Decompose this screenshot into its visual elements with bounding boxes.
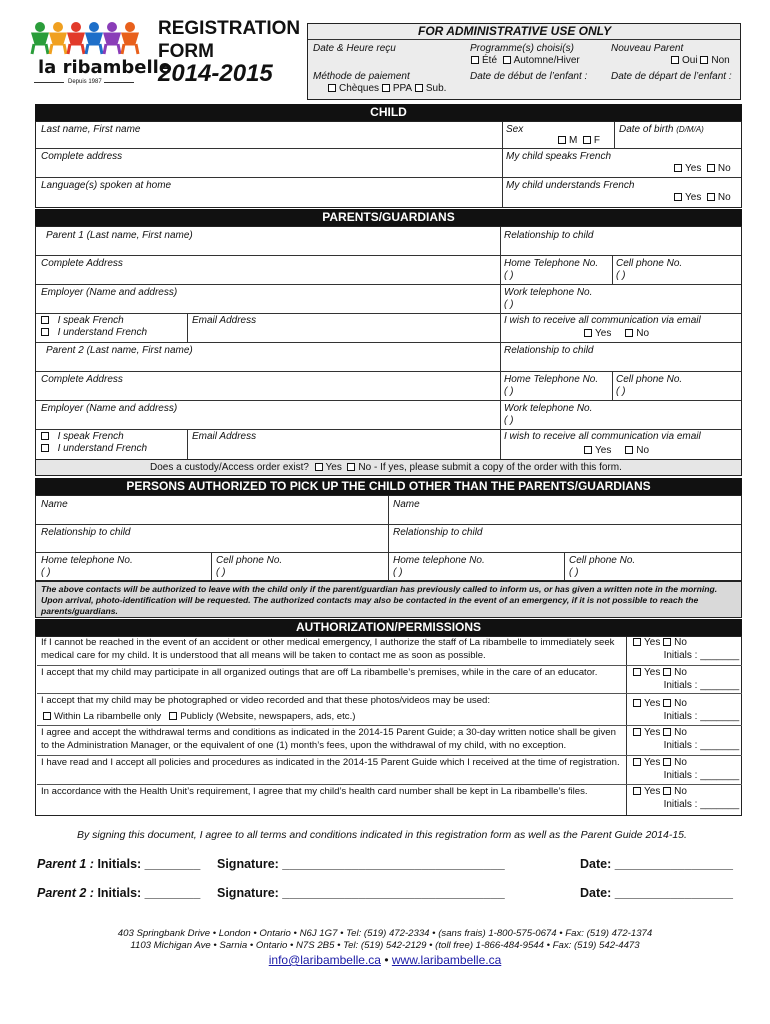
medical-no-checkbox[interactable]: [663, 638, 671, 646]
photos-initials-field[interactable]: Initials : _______: [663, 710, 740, 722]
understands-yes-checkbox[interactable]: [674, 193, 682, 201]
dob-field[interactable]: Date of birth (D/M/A): [619, 124, 704, 135]
auth-item-outings: I accept that my child may participate in all organized outings that are off La ribambelle’s premises, while in the care of an educator. Yes No Initials : _______: [37, 666, 742, 694]
parent1-date-field[interactable]: Date: _________________: [580, 857, 733, 871]
form-title: REGISTRATION: [158, 18, 301, 39]
auth-item-policies: I have read and I accept all policies and procedures as indicated in the 2014-15 Parent Guide which I received at the time of registration. Yes No Initials : _______: [37, 756, 742, 785]
pickup1-relationship-field[interactable]: Relationship to child: [41, 527, 131, 538]
signing-statement: By signing this document, I agree to all terms and conditions indicated in this registration form as well as the Parent Guide 2014-15.: [77, 829, 687, 841]
healthcard-yes-checkbox[interactable]: [633, 787, 641, 795]
p1-email-no-checkbox[interactable]: [625, 329, 633, 337]
photos-publicly-checkbox[interactable]: [169, 712, 177, 720]
parent1-signature-field[interactable]: Signature: ________________________________: [217, 857, 505, 871]
website-link[interactable]: www.laribambelle.ca: [391, 953, 502, 967]
pickup1-cell-field[interactable]: ( ): [216, 567, 226, 578]
child-section-header: CHILD: [35, 104, 742, 121]
auth-section-header: AUTHORIZATION/PERMISSIONS: [35, 619, 742, 636]
outings-initials-field[interactable]: Initials : _______: [663, 679, 740, 691]
parent2-signature-field[interactable]: Signature: ________________________________: [217, 886, 505, 900]
pickup1-home-tel-field[interactable]: ( ): [41, 567, 51, 578]
withdrawal-yes-checkbox[interactable]: [633, 728, 641, 736]
policies-yes-checkbox[interactable]: [633, 758, 641, 766]
ppa-checkbox[interactable]: [382, 84, 390, 92]
parents-section-header: PARENTS/GUARDIANS: [35, 209, 742, 226]
logo: [30, 20, 172, 88]
pickup-section: Name Name Relationship to child Relationship to child Home telephone No. ( ) Cell phone No. ( ) Home telephone No. ( ) Cell phone No. ( ): [35, 495, 742, 581]
footer-links: info@laribambelle.ca • www.laribambelle.ca: [268, 953, 502, 967]
admin-box: FOR ADMINISTRATIVE USE ONLY Date & Heure reçu Programme(s) choisi(s) Été Automne/Hiver Nouveau Parent Oui Non Méthode de paiement Chèques PPA Sub. Date de début de l’enfant : Date de départ de l’enfant :: [307, 23, 741, 100]
pickup-section-header: PERSONS AUTHORIZED TO PICK UP THE CHILD OTHER THAN THE PARENTS/GUARDIANS: [35, 478, 742, 495]
logo-children-icon: [30, 20, 142, 56]
parent2-email-field[interactable]: Email Address: [192, 431, 257, 442]
parent2-date-field[interactable]: Date: _________________: [580, 886, 733, 900]
p2-understand-french-checkbox[interactable]: [41, 444, 49, 452]
sub-checkbox[interactable]: [415, 84, 423, 92]
parent2-cell-field[interactable]: ( ): [616, 386, 626, 397]
parent2-initials-field[interactable]: Initials: ________: [97, 886, 201, 900]
pickup1-name-field[interactable]: Name: [41, 499, 68, 510]
p2-email-yes-checkbox[interactable]: [584, 446, 592, 454]
languages-field[interactable]: Language(s) spoken at home: [41, 180, 172, 191]
photos-no-checkbox[interactable]: [663, 699, 671, 707]
form-year: 2014-2015: [158, 60, 273, 87]
oui-checkbox[interactable]: [671, 56, 679, 64]
medical-initials-field[interactable]: Initials : _______: [663, 649, 740, 661]
medical-yes-checkbox[interactable]: [633, 638, 641, 646]
footer-address-sarnia: 1103 Michigan Ave • Sarnia • Ontario • N7S 2B5 • Tel: (519) 542-2129 • (toll free) 1-866-484-9544 • Fax: (519) 542-4473: [130, 940, 640, 951]
photos-yes-checkbox[interactable]: [633, 699, 641, 707]
logo-wordmark: la ribambelle: [38, 57, 172, 78]
p1-speak-french-checkbox[interactable]: [41, 316, 49, 324]
parent2-home-tel-field[interactable]: ( ): [504, 386, 514, 397]
pickup2-name-field[interactable]: Name: [393, 499, 420, 510]
parent2-signature-row: Parent 2 : Initials: ________: [37, 886, 201, 900]
sex-f-checkbox[interactable]: [583, 136, 591, 144]
speaks-no-checkbox[interactable]: [707, 164, 715, 172]
child-name-field[interactable]: Last name, First name: [41, 124, 141, 135]
parent1-email-field[interactable]: Email Address: [192, 315, 257, 326]
parents-section: Parent 1 (Last name, First name) Relationship to child Complete Address Home Telephone No. ( ) Cell phone No. ( ) Employer (Name and address) Work telephone No. ( ) I speak French I understand French Email Address I wish to receive all communication via email Yes No Parent 2 (Last name, First name) Relationship to child Complete Address Home Telephone No. ( ) Cell phone No. ( ) Employer (Name and address) Work telephone No. ( ) I speak French I understand French Email Address I wish to receive all communication via email Yes No: [35, 226, 742, 460]
auth-item-photos: I accept that my child may be photographed or video recorded and that these photos/videos may be used: Within La ribambelle only Publicly (Website, newspapers, ads, etc.) Yes No Initials : _______: [37, 694, 742, 726]
p1-understand-french-checkbox[interactable]: [41, 328, 49, 336]
footer-address-london: 403 Springbank Drive • London • Ontario • N6J 1G7 • Tel: (519) 472-2334 • (sans frais) 1-800-575-0674 • Fax: (519) 472-1374: [117, 928, 653, 939]
understands-no-checkbox[interactable]: [707, 193, 715, 201]
outings-yes-checkbox[interactable]: [633, 668, 641, 676]
form-title-2: FORM: [158, 41, 214, 62]
email-link[interactable]: info@laribambelle.ca: [268, 953, 381, 967]
p2-speak-french-checkbox[interactable]: [41, 432, 49, 440]
child-address-field[interactable]: Complete address: [41, 151, 123, 162]
p2-email-no-checkbox[interactable]: [625, 446, 633, 454]
policies-initials-field[interactable]: Initials : _______: [663, 769, 740, 781]
policies-no-checkbox[interactable]: [663, 758, 671, 766]
custody-yes-checkbox[interactable]: [315, 463, 323, 471]
withdrawal-initials-field[interactable]: Initials : _______: [663, 739, 740, 751]
pickup2-relationship-field[interactable]: Relationship to child: [393, 527, 483, 538]
photos-within-checkbox[interactable]: [43, 712, 51, 720]
healthcard-initials-field[interactable]: Initials : _______: [663, 798, 740, 810]
non-checkbox[interactable]: [700, 56, 708, 64]
withdrawal-no-checkbox[interactable]: [663, 728, 671, 736]
parent1-employer-field[interactable]: Employer (Name and address): [41, 287, 178, 298]
auth-item-health-card: In accordance with the Health Unit’s requirement, I agree that my child’s health card number shall be kept in La ribambelle’s files. Yes No Initials : _______: [41, 786, 740, 810]
parent1-cell-field[interactable]: ( ): [616, 270, 626, 281]
healthcard-no-checkbox[interactable]: [663, 787, 671, 795]
parent1-work-tel-field[interactable]: ( ): [504, 299, 514, 310]
parent2-work-tel-field[interactable]: ( ): [504, 415, 514, 426]
admin-title: FOR ADMINISTRATIVE USE ONLY: [418, 24, 612, 38]
ete-checkbox[interactable]: [471, 56, 479, 64]
parent1-signature-row: Parent 1 : Initials: ________: [37, 857, 201, 871]
pickup-note: The above contacts will be authorized to leave with the child only if the parent/guardian has previously called to inform us, or has given a written note in the morning. Upon arrival, photo-identification will be requested. The authorized contacts may also be contacted in the event of an emergency, if it is not possible to reach the parents/guardians.: [35, 581, 742, 618]
parent1-initials-field[interactable]: Initials: ________: [97, 857, 201, 871]
parent1-name-field[interactable]: Parent 1 (Last name, First name): [46, 230, 193, 241]
auth-item-medical: If I cannot be reached in the event of an accident or other medical emergency, I authorize the staff of La ribambelle to immediately seek medical care for my child. It is understood that all means will be taken to contact me as soon as possible. Yes No Initials : _______: [37, 636, 742, 666]
outings-no-checkbox[interactable]: [663, 668, 671, 676]
custody-row: Does a custody/Access order exist? Yes No - If yes, please submit a copy of the order with this form.: [35, 459, 742, 476]
parent2-relationship-field[interactable]: Relationship to child: [504, 345, 594, 356]
parent2-employer-field[interactable]: Employer (Name and address): [41, 403, 178, 414]
parent2-address-field[interactable]: Complete Address: [41, 374, 123, 385]
p1-email-yes-checkbox[interactable]: [584, 329, 592, 337]
auth-item-withdrawal: I agree and accept the withdrawal terms and conditions as indicated in the 2014-15 Parent Guide; a 30-day written notice shall be given to the Administration Manager, or the equivalent of one (1) month’s fees, upon the withdrawal of my child, with no exception. Yes No Initials : _______: [37, 726, 742, 756]
logo-tagline: Depuis 1987: [68, 79, 102, 85]
parent1-relationship-field[interactable]: Relationship to child: [504, 230, 594, 241]
automne-checkbox[interactable]: [503, 56, 511, 64]
parent1-home-tel-field[interactable]: ( ): [504, 270, 514, 281]
pickup2-cell-field[interactable]: ( ): [569, 567, 579, 578]
child-section: Last name, First name Sex M F Date of birth (D/M/A) Complete address My child speaks French Yes No Language(s) spoken at home My child understands French Yes No: [35, 121, 742, 208]
speaks-yes-checkbox[interactable]: [674, 164, 682, 172]
parent2-name-field[interactable]: Parent 2 (Last name, First name): [46, 345, 193, 356]
custody-no-checkbox[interactable]: [347, 463, 355, 471]
sex-m-checkbox[interactable]: [558, 136, 566, 144]
cheques-checkbox[interactable]: [328, 84, 336, 92]
parent1-address-field[interactable]: Complete Address: [41, 258, 123, 269]
pickup2-home-tel-field[interactable]: ( ): [393, 567, 403, 578]
